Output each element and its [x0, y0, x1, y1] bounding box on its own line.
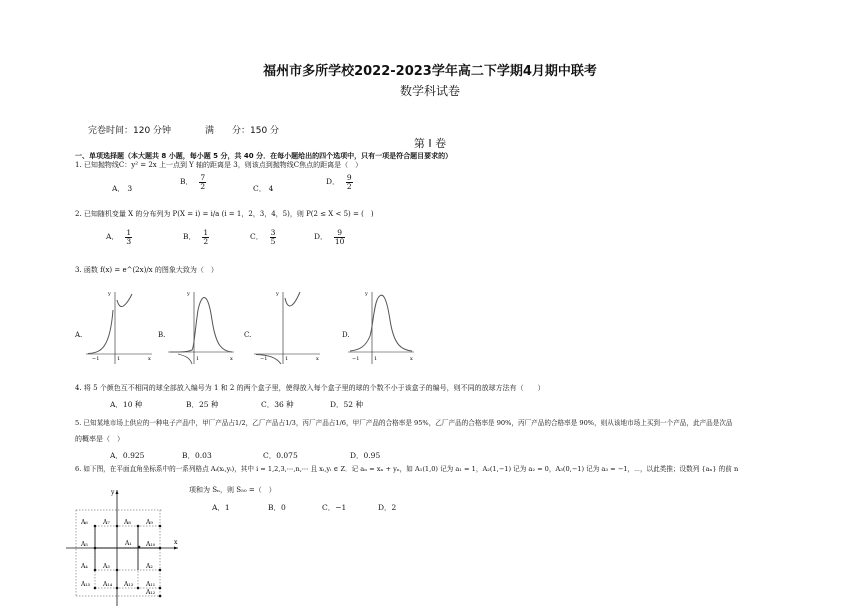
- q2-option-a: A． $\frac{1}{3}$: [106, 228, 132, 246]
- exam-title: 福州市多所学校2022-2023学年高二下学期4月期中联考: [263, 64, 597, 79]
- q6-lattice-point: [116, 569, 119, 572]
- q6-lattice-point: [159, 547, 162, 550]
- q6-stem-line2: 项和为 Sₙ，则 S₅₀ =（ ）: [189, 486, 276, 494]
- q6-stem-line1: 6. 如下图，在平面直角坐标系中的一系列格点 Aᵢ(xᵢ,yᵢ)，其中 i = 1,2,3,⋯,n,⋯ 且 xᵢ,yᵢ ∈ Z．记 aₙ = xₙ + yₙ，如 A₁(1,0) 记为 a₁ = 1，A₂(1,−1) 记为 a₂ = 0，A₃(0,−1) 记为 a₃ = −1，⋯，以此类推；设数列 {aₙ} 的前 n: [75, 465, 739, 473]
- q1-stem: 1. 已知抛物线C：y² = 2x 上一点到 Y 轴的距离是 3，则该点到抛物线C焦点的距离是（ ）: [75, 161, 363, 169]
- q6-point-label: A₁₅: [81, 581, 91, 588]
- q6-point-label: A₁₂: [146, 589, 156, 596]
- q1-option-b: B． $\frac{7}{2}$: [180, 173, 206, 191]
- q6-lattice-point: [159, 595, 162, 598]
- q6-lattice-point: [94, 587, 97, 590]
- q6-point-label: A₁₃: [124, 581, 134, 588]
- q6-point-label: A₇: [103, 519, 110, 526]
- q6-point-label: A₅: [81, 541, 88, 548]
- q3-option-c-label: C.: [244, 331, 252, 339]
- q2-option-c: C． $\frac{3}{5}$: [250, 228, 276, 246]
- svg-text:1: 1: [117, 356, 121, 362]
- svg-text:x: x: [316, 356, 319, 362]
- q6-point-label: A₄: [81, 563, 88, 570]
- svg-text:x: x: [148, 356, 151, 362]
- svg-text:y: y: [108, 291, 111, 297]
- q5-option-c: C．0.075: [263, 451, 298, 460]
- q3-option-b-label: B.: [158, 331, 166, 339]
- q6-lattice-point: [138, 546, 141, 549]
- exam-score: 满 分：150 分: [205, 126, 280, 136]
- q6-point-label: A₉: [146, 519, 153, 526]
- q5-stem-line1: 5. 已知某地市场上供应的一种电子产品中，甲厂产品占1/2，乙厂产品占1/3，丙厂产品占1/6，甲厂产品的合格率是 95%，乙厂产品的合格率是 90%，丙厂产品的合格率是 90%，则从该地市场上买到一个产品，此产品是次品: [75, 419, 733, 427]
- q3-graph-d: [348, 290, 418, 366]
- q6-lattice-point: [116, 587, 119, 590]
- q6-point-label: A₆: [81, 519, 88, 526]
- q2-option-d: D． $\frac{9}{10}$: [314, 228, 345, 246]
- svg-text:−1: −1: [352, 356, 360, 362]
- svg-text:x: x: [230, 356, 233, 362]
- q6-point-label: A₈: [124, 519, 131, 526]
- q6-point-label: A₁: [125, 540, 132, 547]
- q6-axis-x: x: [174, 539, 178, 546]
- q6-point-label: A₃: [103, 563, 110, 570]
- q6-lattice-point: [137, 587, 140, 590]
- q6-lattice-point: [159, 587, 162, 590]
- q6-point-label: A₁₁: [146, 581, 156, 588]
- q3-option-a-label: A.: [75, 331, 83, 339]
- q3-graph-a: [86, 290, 156, 366]
- q5-stem-line2: 的概率是（ ）: [75, 435, 124, 443]
- q4-option-b: B．25 种: [186, 400, 219, 409]
- q4-option-a: A．10 种: [110, 400, 143, 409]
- svg-text:1: 1: [196, 356, 200, 362]
- svg-text:1: 1: [285, 356, 289, 362]
- q1-option-d: D． $\frac{9}{2}$: [326, 173, 352, 191]
- q3-stem: 3. 函数 f(x) = e^(2x)/x 的图象大致为（ ）: [75, 266, 218, 274]
- section-heading: 一、单项选择题（本大题共 8 小题，每小题 5 分，共 40 分．在每小题给出的四个选项中，只有一项是符合题目要求的）: [75, 152, 453, 160]
- q6-lattice-point: [159, 525, 162, 528]
- q6-point-label: A₁₀: [146, 541, 156, 548]
- q6-lattice-point: [137, 525, 140, 528]
- q6-lattice-point: [94, 525, 97, 528]
- q4-option-c: C．36 种: [261, 400, 294, 409]
- svg-text:1: 1: [374, 356, 378, 362]
- q2-stem: 2. 已知随机变量 X 的分布列为 P(X = i) = i/a (i = 1，2，3，4，5)，则 P(2 ≤ X < 5) = ( ): [75, 210, 374, 218]
- q1-option-c: C． 4: [253, 184, 274, 193]
- q3-option-d-label: D.: [342, 331, 350, 339]
- q1-option-a: A． 3: [112, 184, 133, 193]
- svg-text:x: x: [410, 356, 413, 362]
- svg-text:y: y: [276, 291, 279, 297]
- exam-time: 完卷时间：120 分钟: [88, 126, 172, 136]
- q3-graph-b: [168, 290, 238, 366]
- volume-label: 第 Ⅰ 卷: [413, 137, 447, 150]
- q5-option-b: B．0.03: [182, 451, 212, 460]
- q5-option-a: A．0.925: [110, 451, 145, 460]
- svg-text:−1: −1: [92, 356, 100, 362]
- svg-text:y: y: [187, 291, 190, 297]
- q2-option-b: B． $\frac{1}{2}$: [183, 228, 209, 246]
- q6-option-d: D．2: [378, 503, 397, 512]
- q6-lattice-point: [159, 569, 162, 572]
- q6-point-label: A₁₄: [103, 581, 113, 588]
- q6-lattice-point: [116, 525, 119, 528]
- q6-axis-y: y: [111, 489, 115, 496]
- svg-text:−1: −1: [260, 356, 268, 362]
- q6-option-b: B．0: [268, 503, 286, 512]
- q6-lattice-point: [94, 569, 97, 572]
- q6-option-a: A．1: [212, 503, 230, 512]
- q6-point-label: A₂: [146, 563, 153, 570]
- q6-lattice-diagram: [62, 486, 182, 606]
- q4-stem: 4. 将 5 个颜色互不相同的球全部放入编号为 1 和 2 的两个盒子里，使得放入每个盒子里的球的个数不小于该盒子的编号，则不同的放球方法有（ ）: [75, 384, 545, 392]
- q5-option-d: D．0.95: [350, 451, 381, 460]
- q6-option-c: C．−1: [322, 503, 347, 512]
- q4-option-d: D．52 种: [330, 400, 363, 409]
- q3-graph-c: [254, 290, 324, 366]
- svg-text:y: y: [365, 291, 368, 297]
- q6-lattice-point: [94, 547, 97, 550]
- exam-subtitle: 数学科试卷: [399, 84, 460, 98]
